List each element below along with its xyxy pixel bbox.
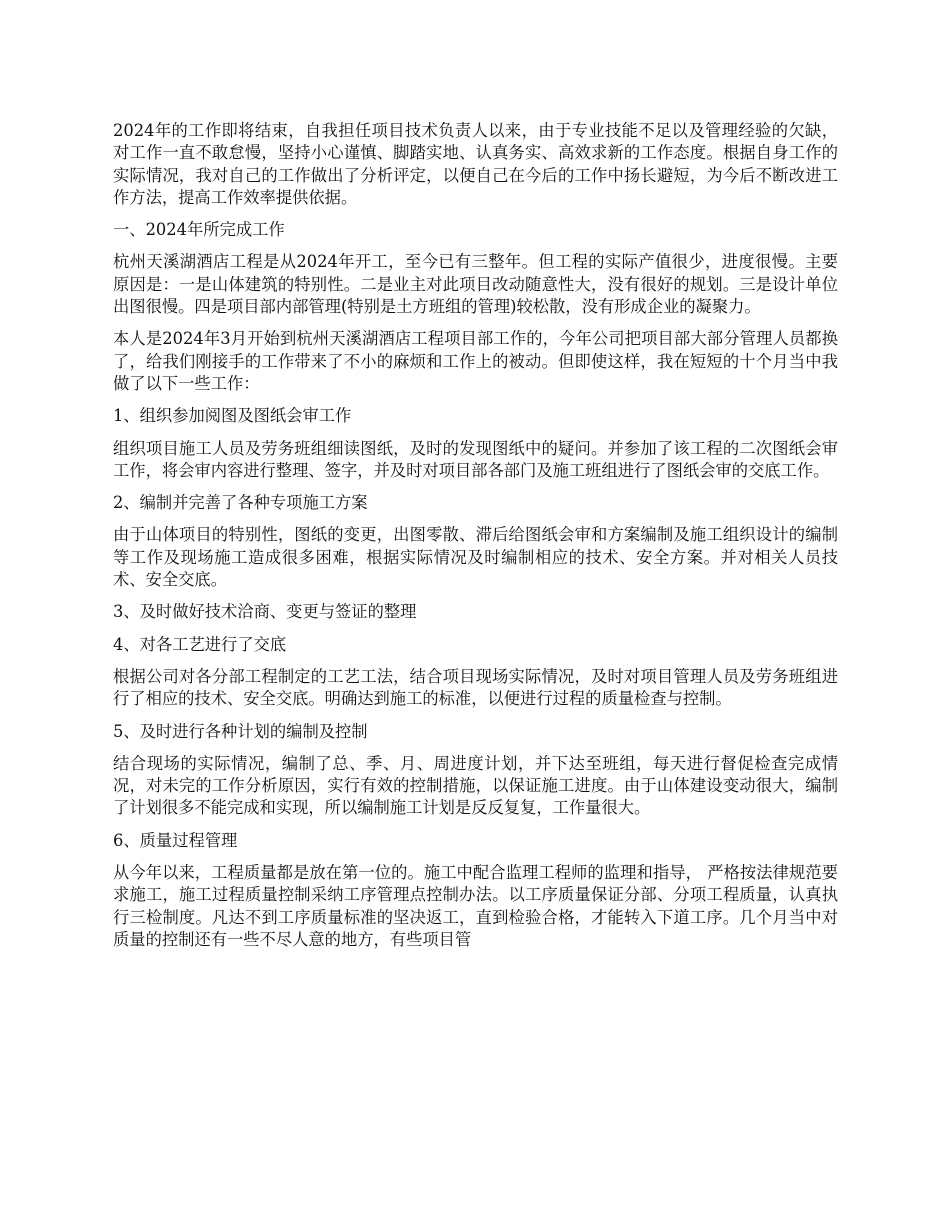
item-heading-drawing-review: 1、组织参加阅图及图纸会审工作 bbox=[113, 406, 352, 426]
item-heading-process-briefing: 4、对各工艺进行了交底 bbox=[113, 634, 287, 654]
item-heading-construction-plans: 2、编制并完善了各种专项施工方案 bbox=[113, 493, 368, 513]
section-heading-completed-work: 一、2024年所完成工作 bbox=[113, 220, 285, 240]
item-body-quality-management: 从今年以来，工程质量都是放在第一位的。施工中配合监理工程师的监理和指导， 严格按法律规范要求施工，施工过程质量控制采纳工序管理点控制办法。以工序质量保证分部、分项工程质量，认真执行三检制度。凡达不到工序质量标准的坚决返工，直到检验合格，才能转入下道工序。几个月当中对质量的控制还有一些不尽人意的地方，有些项目管 bbox=[113, 863, 838, 949]
intro-paragraph: 2024年的工作即将结束，自我担任项目技术负责人以来，由于专业技能不足以及管理经验的欠缺，对工作一直不敢怠慢，坚持小心谨慎、脚踏实地、认真务实、高效求新的工作态度。根据自身工作的实际情况，我对自己的工作做出了分析评定，以便自己在今后的工作中扬长避短，为今后不断改进工作方法，提高工作效率提供依据。 bbox=[113, 121, 838, 207]
item-heading-schedule-planning: 5、及时进行各种计划的编制及控制 bbox=[113, 721, 368, 741]
item-heading-technical-negotiation: 3、及时做好技术洽商、变更与签证的整理 bbox=[113, 602, 417, 622]
item-heading-quality-management: 6、质量过程管理 bbox=[113, 830, 238, 850]
document-body bbox=[113, 120, 838, 961]
personal-work-paragraph: 本人是2024年3月开始到杭州天溪湖酒店工程项目部工作的，今年公司把项目部大部分管理人员都换了，给我们刚接手的工作带来了不小的麻烦和工作上的被动。但即使这样，我在短短的十个月当中我做了以下一些工作： bbox=[113, 329, 838, 393]
item-body-schedule-planning: 结合现场的实际情况，编制了总、季、月、周进度计划，并下达至班组，每天进行督促检查完成情况，对未完的工作分析原因，实行有效的控制措施，以保证施工进度。由于山体建设变动很大，编制了计划很多不能完成和实现，所以编制施工计划是反反复复，工作量很大。 bbox=[113, 753, 838, 818]
item-body-process-briefing: 根据公司对各分部工程制定的工艺工法，结合项目现场实际情况，及时对项目管理人员及劳务班组进行了相应的技术、安全交底。明确达到施工的标准，以便进行过程的质量检查与控制。 bbox=[113, 666, 838, 709]
project-status-paragraph: 杭州天溪湖酒店工程是从2024年开工，至今已有三整年。但工程的实际产值很少，进度很慢。主要原因是：一是山体建筑的特别性。二是业主对此项目改动随意性大，没有很好的规划。三是设计单位出图很慢。四是项目部内部管理(特别是土方班组的管理)较松散，没有形成企业的凝聚力。 bbox=[113, 252, 838, 317]
item-body-drawing-review: 组织项目施工人员及劳务班组细读图纸，及时的发现图纸中的疑问。并参加了该工程的二次图纸会审工作，将会审内容进行整理、签字，并及时对项目部各部门及施工班组进行了图纸会审的交底工作。 bbox=[113, 438, 838, 480]
item-body-construction-plans: 由于山体项目的特别性，图纸的变更，出图零散、滞后给图纸会审和方案编制及施工组织设计的编制等工作及现场施工造成很多困难，根据实际情况及时编制相应的技术、安全方案。并对相关人员技术、安全交底。 bbox=[113, 525, 838, 590]
